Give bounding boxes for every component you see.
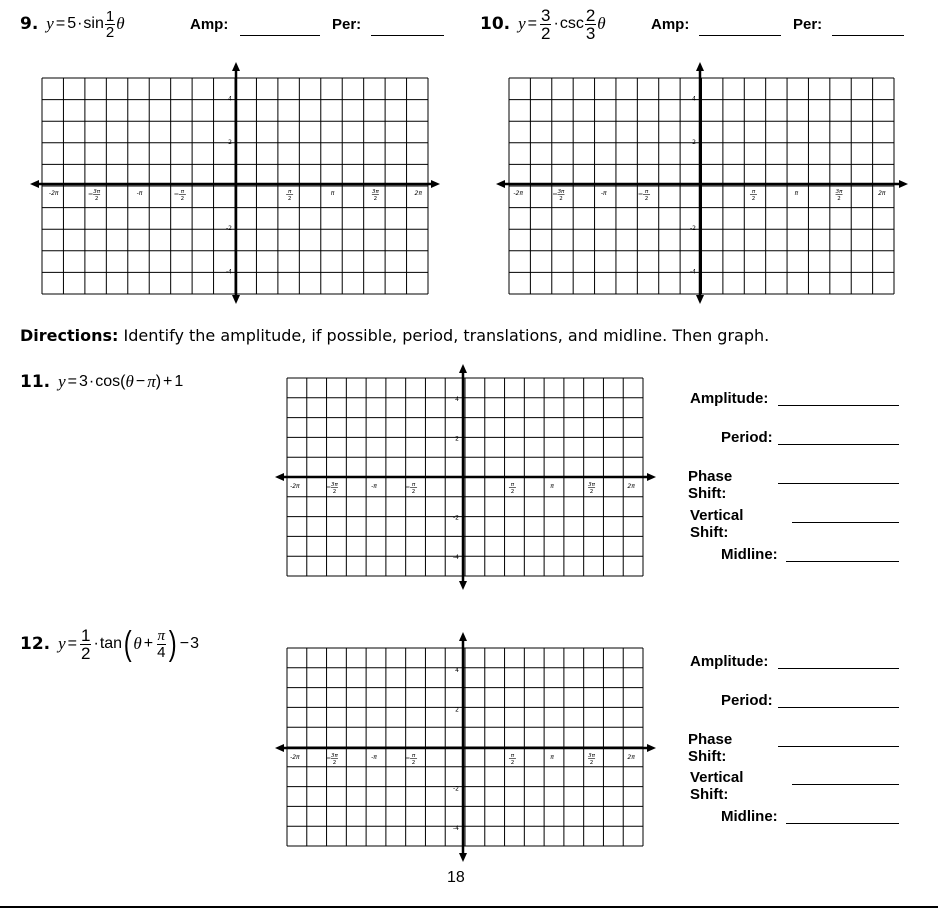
math-op: = <box>527 15 538 32</box>
y-tick-label: -2 <box>453 785 459 793</box>
label-text: Midline: <box>721 546 778 563</box>
y-tick-label: 4 <box>692 95 696 103</box>
problem-12-header <box>20 622 199 666</box>
x-tick-num: 3π <box>331 482 338 488</box>
label-text: Vertical Shift: <box>690 769 744 803</box>
y-tick-label: -4 <box>453 554 459 562</box>
amplitude-label <box>690 653 768 670</box>
period-label <box>721 692 773 709</box>
frac-den: 4 <box>157 643 166 661</box>
math-op: + <box>163 373 173 390</box>
page-number-text: 18 <box>447 869 465 886</box>
vertical-shift-answer-line[interactable] <box>792 783 899 785</box>
period-label <box>721 429 773 446</box>
graph-10[interactable] <box>496 62 908 304</box>
y-tick-label: 2 <box>692 138 696 146</box>
x-axis-right-arrow <box>647 473 656 481</box>
label-text: Vertical Shift: <box>690 507 744 541</box>
amplitude-answer-line[interactable] <box>778 404 899 406</box>
x-tick-label: -2π <box>48 190 59 197</box>
x-axis-left-arrow <box>30 180 39 188</box>
math-const: 3 <box>190 635 200 652</box>
problem-number: 11. <box>20 372 51 392</box>
math-func: cos <box>95 373 121 390</box>
frac-num: 1 <box>105 7 115 25</box>
label-text: Midline: <box>721 808 778 825</box>
midline-label <box>721 808 778 825</box>
x-tick-label: 2π <box>627 754 635 761</box>
math-paren: ) <box>155 373 162 390</box>
x-axis-right-arrow <box>431 180 440 188</box>
math-var: θ <box>597 14 606 33</box>
x-axis-right-arrow <box>647 744 656 752</box>
x-tick-label: -2π <box>513 190 523 197</box>
midline-answer-line[interactable] <box>786 822 899 824</box>
y-axis-down-arrow <box>459 853 467 862</box>
math-const: 1 <box>174 373 184 390</box>
y-axis-up-arrow <box>696 62 704 71</box>
math-func: csc <box>559 15 584 32</box>
x-tick-den: 2 <box>644 196 649 202</box>
directions <box>20 326 769 345</box>
per-label-text: Per: <box>793 16 823 33</box>
x-tick-den: 2 <box>751 196 756 202</box>
x-tick-num: 3π <box>588 753 595 759</box>
y-tick-label: 2 <box>455 435 459 443</box>
phase-shift-label <box>688 731 732 765</box>
x-tick-num: 3π <box>93 189 101 195</box>
x-tick-den: 2 <box>589 489 594 495</box>
math-op: = <box>67 635 78 652</box>
math-var: y <box>46 14 54 33</box>
amplitude-answer-line[interactable] <box>778 667 899 669</box>
amp-label-text: Amp: <box>190 16 229 33</box>
y-tick-label: 2 <box>455 706 459 714</box>
per-label-text: Per: <box>332 16 362 33</box>
x-tick-den: 2 <box>180 196 185 202</box>
math-var: θ <box>133 634 142 653</box>
vertical-shift-answer-line[interactable] <box>792 521 899 523</box>
graph-9[interactable] <box>30 62 440 304</box>
graph-11[interactable] <box>275 364 656 590</box>
frac-den: 3 <box>585 23 596 43</box>
x-tick-label: -2π <box>290 483 300 490</box>
x-tick-num: π <box>751 189 756 195</box>
math-var: y <box>58 634 66 653</box>
math-op: − <box>179 635 190 652</box>
frac-den: 2 <box>105 23 115 41</box>
problem-number: 10. <box>480 14 511 34</box>
y-tick-label: -2 <box>453 514 459 522</box>
directions-text: Identify the amplitude, if possible, period, translations, and midline. Then graph. <box>118 326 770 345</box>
x-tick-den: 2 <box>332 760 337 766</box>
x-tick-label: π <box>330 190 335 197</box>
math-coef: 3 <box>79 373 88 390</box>
amplitude-label <box>690 390 768 407</box>
y-tick-label: -4 <box>690 268 696 276</box>
frac-num: 1 <box>81 625 91 645</box>
frac-num: 3 <box>541 5 551 25</box>
midline-answer-line[interactable] <box>786 560 899 562</box>
x-tick-label: π <box>550 483 554 490</box>
x-tick-label: 2π <box>627 483 635 490</box>
math-coef: 5 <box>67 15 77 32</box>
left-paren: ( <box>123 625 132 663</box>
label-text: Amplitude: <box>690 653 769 670</box>
problem-number: 9. <box>20 14 39 34</box>
math-func: tan <box>99 635 123 652</box>
x-tick-num: π <box>411 482 416 488</box>
math-var: θ <box>125 372 134 391</box>
math-var: θ <box>116 14 125 33</box>
phase-shift-label <box>688 468 732 502</box>
math-var: y <box>58 372 66 391</box>
frac-num: 2 <box>585 5 596 25</box>
y-axis-down-arrow <box>232 295 240 304</box>
math-op: = <box>67 373 78 390</box>
phase-shift-answer-line[interactable] <box>778 482 899 484</box>
x-tick-den: 2 <box>287 196 292 202</box>
x-tick-label: 2π <box>414 190 422 197</box>
x-tick-num: 3π <box>588 482 595 488</box>
x-tick-num: 3π <box>331 753 338 759</box>
math-op: · <box>77 15 83 32</box>
directions-label: Directions: <box>20 326 119 345</box>
y-tick-label: 4 <box>455 395 459 403</box>
vertical-shift-label <box>690 769 743 803</box>
math-op: − <box>135 373 146 390</box>
x-tick-den: 2 <box>411 760 416 766</box>
y-axis-down-arrow <box>459 581 467 590</box>
period-answer-line[interactable] <box>778 706 899 708</box>
right-paren: ) <box>169 625 178 663</box>
math-fraction <box>156 629 166 660</box>
x-tick-den: 2 <box>510 760 515 766</box>
x-tick-num: π <box>180 189 185 195</box>
midline-label <box>721 546 778 563</box>
y-tick-label: -4 <box>226 268 232 276</box>
y-axis-up-arrow <box>459 632 467 641</box>
graph-12[interactable] <box>275 632 656 862</box>
y-tick-label: 4 <box>455 666 459 674</box>
vertical-shift-label <box>690 507 743 541</box>
y-axis-up-arrow <box>232 62 240 71</box>
x-tick-num: 3π <box>557 189 565 195</box>
y-axis-up-arrow <box>459 364 467 373</box>
x-tick-num: π <box>510 753 515 759</box>
x-axis-left-arrow <box>275 744 284 752</box>
page-number <box>447 869 465 887</box>
period-answer-line[interactable] <box>778 443 899 445</box>
x-tick-den: 2 <box>559 196 563 202</box>
x-axis-left-arrow <box>496 180 505 188</box>
frac-num: π <box>157 627 166 644</box>
math-func: sin <box>83 15 104 32</box>
x-tick-num: π <box>287 189 292 195</box>
label-text: Period: <box>721 429 773 446</box>
math-op: · <box>553 15 559 32</box>
phase-shift-answer-line[interactable] <box>778 745 899 747</box>
x-tick-num: π <box>510 482 515 488</box>
page-bottom-rule <box>0 906 938 908</box>
x-tick-num: 3π <box>371 189 379 195</box>
x-tick-label: -π <box>371 754 377 761</box>
x-tick-num: π <box>411 753 416 759</box>
x-tick-label: -π <box>600 190 607 197</box>
x-tick-label: -π <box>136 190 143 197</box>
x-tick-den: 2 <box>837 196 841 202</box>
label-text: Phase Shift: <box>688 468 733 502</box>
x-tick-den: 2 <box>589 760 594 766</box>
x-tick-label: 2π <box>878 190 886 197</box>
x-tick-num: 3π <box>835 189 843 195</box>
frac-den: 2 <box>81 643 91 663</box>
problem-11-header <box>20 368 183 396</box>
label-text: Phase Shift: <box>688 731 733 765</box>
y-tick-label: -2 <box>690 225 696 233</box>
x-axis-right-arrow <box>899 180 908 188</box>
math-op: = <box>55 15 66 32</box>
y-tick-label: -2 <box>226 225 232 233</box>
x-tick-den: 2 <box>373 196 378 202</box>
math-op: · <box>88 373 95 390</box>
frac-den: 2 <box>541 23 551 43</box>
math-var: y <box>518 14 526 33</box>
y-tick-label: 2 <box>228 138 232 146</box>
math-op: + <box>143 635 154 652</box>
x-tick-den: 2 <box>510 489 515 495</box>
x-tick-den: 2 <box>332 489 337 495</box>
y-tick-label: -4 <box>453 825 459 833</box>
x-tick-den: 2 <box>411 489 416 495</box>
math-fraction <box>80 627 91 662</box>
x-tick-label: π <box>794 190 799 197</box>
math-pi: π <box>147 372 156 391</box>
x-tick-den: 2 <box>94 196 99 202</box>
x-axis-left-arrow <box>275 473 284 481</box>
x-tick-label: -π <box>371 483 377 490</box>
label-text: Period: <box>721 692 773 709</box>
math-op: · <box>93 635 99 652</box>
math-paren: ( <box>120 373 126 390</box>
x-tick-label: -2π <box>290 754 300 761</box>
label-text: Amplitude: <box>690 390 769 407</box>
amp-label-text: Amp: <box>651 16 690 33</box>
y-tick-label: 4 <box>228 95 232 103</box>
problem-number: 12. <box>20 634 51 654</box>
y-axis-down-arrow <box>696 295 704 304</box>
x-tick-num: π <box>644 189 649 195</box>
x-tick-label: π <box>550 754 554 761</box>
